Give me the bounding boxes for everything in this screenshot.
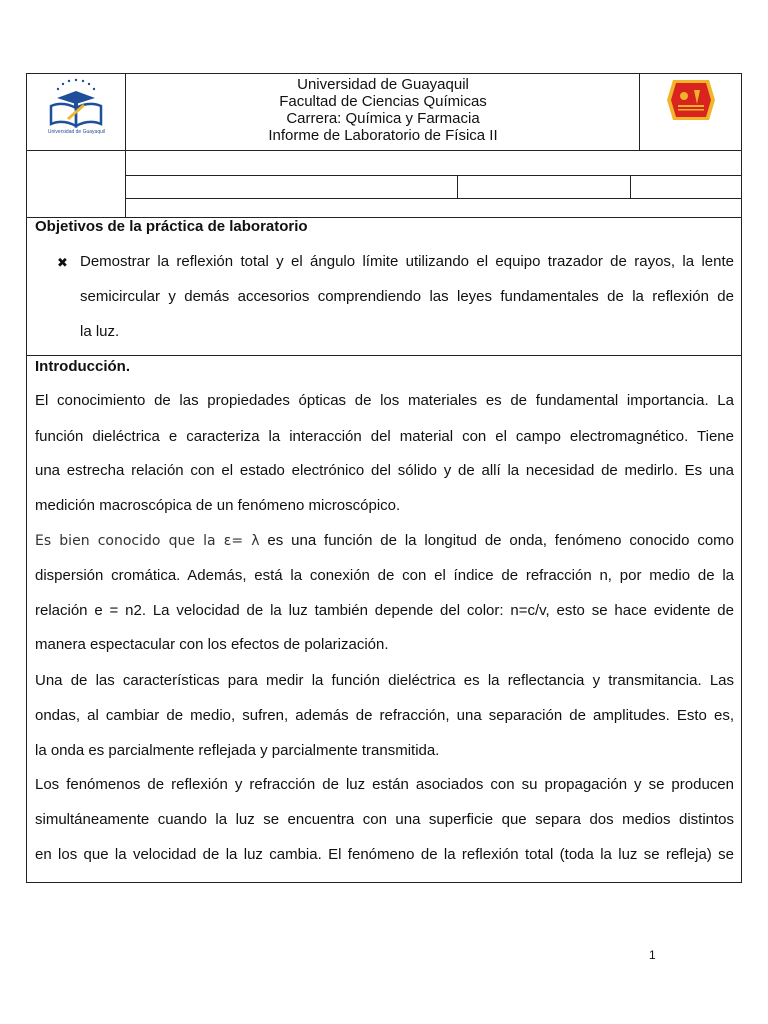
- faculty-name: Facultad de Ciencias Químicas: [279, 93, 487, 110]
- intro-line: Una de las características para medir la función dieléctrica es la reflectancia y transmitancia. Las: [35, 672, 734, 689]
- intro-line: la onda es parcialmente reflejada y parcialmente transmitida.: [35, 742, 440, 759]
- page-number: 1: [649, 948, 656, 962]
- objectives-heading: Objetivos de la práctica de laboratorio: [35, 218, 308, 235]
- career-name: Carrera: Química y Farmacia: [286, 110, 480, 127]
- logo-caption: Universidad de Guayaquil: [47, 129, 106, 135]
- bullet-x-icon: ✖: [57, 255, 68, 270]
- intro-line: manera espectacular con los efectos de polarización.: [35, 636, 389, 653]
- section-divider: [27, 355, 741, 356]
- university-logo: [27, 74, 126, 150]
- intro-line: en los que la velocidad de la luz cambia. El fenómeno de la reflexión total (toda la luz se refleja) se: [35, 846, 734, 863]
- intro-line: dispersión cromática. Además, está la conexión de con el índice de refracción n, por medio de la: [35, 567, 734, 584]
- report-title: Informe de Laboratorio de Física II: [268, 127, 498, 144]
- intro-line: relación e = n2. La velocidad de la luz también depende del color: n=c/v, esto se hace evidente de: [35, 602, 734, 619]
- intro-line: ondas, al cambiar de medio, sufren, además de refracción, una separación de amplitudes. Esto es,: [35, 707, 734, 724]
- content-box: [26, 217, 742, 883]
- intro-line: medición macroscópica de un fenómeno microscópico.: [35, 497, 401, 514]
- intro-line: simultáneamente cuando la luz se encuentra con una superficie que separa dos medios distintos: [35, 811, 734, 828]
- intro-line: una estrecha relación con el estado electrónico del sólido y de allí la necesidad de medirlo. Es una: [35, 462, 734, 479]
- intro-line: función dieléctrica e caracteriza la interacción del material con el campo electromagnético. Tiene: [35, 428, 734, 445]
- header-title-block: [126, 74, 640, 150]
- intro-line-rest: es una función de la longitud de onda, fenómeno conocido como: [267, 532, 734, 549]
- intro-line: [35, 532, 734, 549]
- intro-epsilon-prefix: Es bien conocido que la ε= λ: [35, 533, 260, 549]
- faculty-crest: [640, 74, 741, 150]
- intro-line: Los fenómenos de reflexión y refracción de luz están asociados con su propagación y se producen: [35, 776, 734, 793]
- objective-line: semicircular y demás accesorios comprendiendo las leyes fundamentales de la reflexión de: [80, 288, 734, 305]
- introduction-heading: Introducción.: [35, 358, 130, 375]
- objective-line: Demostrar la reflexión total y el ángulo límite utilizando el equipo trazador de rayos, la lente: [80, 253, 734, 270]
- header-table: [26, 73, 742, 218]
- objective-line: la luz.: [80, 323, 120, 340]
- intro-line: El conocimiento de las propiedades ópticas de los materiales es de fundamental importancia. La: [35, 392, 734, 409]
- university-name: Universidad de Guayaquil: [297, 76, 469, 93]
